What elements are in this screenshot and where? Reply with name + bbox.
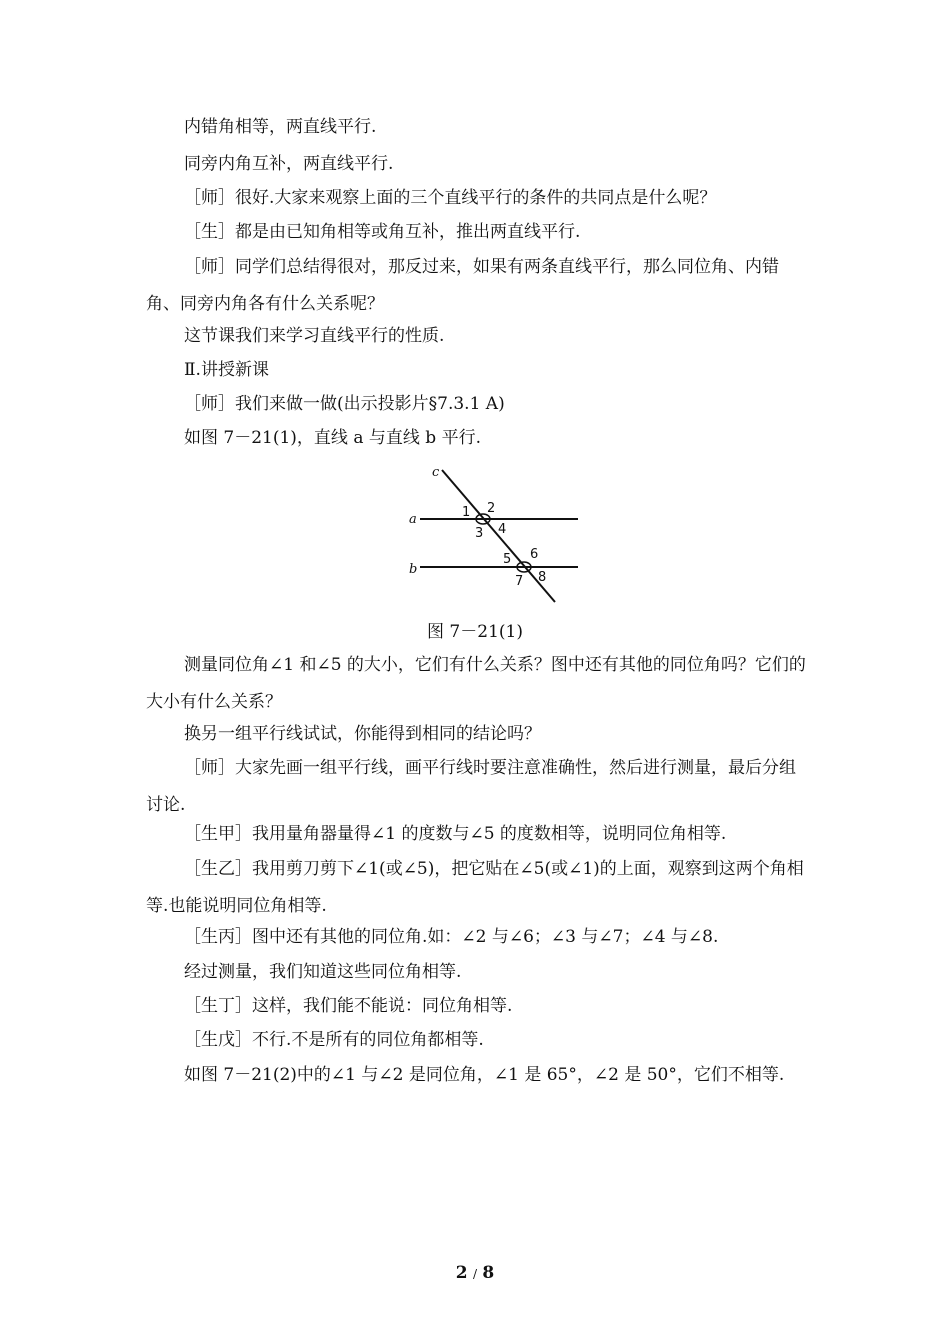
paragraph: 经过测量，我们知道这些同位角相等.	[184, 962, 462, 982]
paragraph: ［师］大家先画一组平行线，画平行线时要注意准确性，然后进行测量，最后分组讨论.	[146, 758, 796, 815]
angle-label-1: 1	[462, 505, 471, 520]
paragraph: 如图 7－21(2)中的∠1 与∠2 是同位角，∠1 是 65°，∠2 是 50°，它们不相等.	[184, 1065, 785, 1085]
current-page: 2	[455, 1263, 468, 1283]
paragraph: 测量同位角∠1 和∠5 的大小，它们有什么关系？图中还有其他的同位角吗？它们的大小有什么关系？	[146, 655, 806, 712]
figure-caption: 图 7－21(1)	[427, 622, 523, 642]
angle-label-6: 6	[530, 547, 539, 562]
angle-label-7: 7	[515, 574, 524, 589]
paragraph: ［师］同学们总结得很对，那反过来，如果有两条直线平行，那么同位角、内错角、同旁内角各有什么关系呢？	[146, 257, 779, 314]
angle-label-8: 8	[538, 570, 547, 585]
angle-label-2: 2	[487, 501, 496, 516]
angle-label-5: 5	[503, 552, 512, 567]
paragraph: ［生丙］图中还有其他的同位角.如：∠2 与∠6；∠3 与∠7；∠4 与∠8.	[184, 927, 719, 947]
parallel-lines-figure	[400, 460, 590, 610]
label-c: c	[432, 465, 440, 480]
label-b: b	[409, 562, 418, 577]
paragraph: 如图 7－21(1)，直线 a 与直线 b 平行.	[184, 428, 481, 448]
paragraph: 这节课我们来学习直线平行的性质.	[184, 326, 445, 346]
angle-label-4: 4	[498, 522, 507, 537]
page-number	[0, 1263, 950, 1283]
angle-label-3: 3	[475, 526, 484, 541]
paragraph: ［生丁］这样，我们能不能说：同位角相等.	[184, 996, 513, 1016]
paragraph: 同旁内角互补，两直线平行.	[184, 154, 394, 174]
paragraph: 换另一组平行线试试，你能得到相同的结论吗？	[184, 724, 541, 744]
paragraph: ［生甲］我用量角器量得∠1 的度数与∠5 的度数相等，说明同位角相等.	[184, 824, 727, 844]
paragraph: ［生］都是由已知角相等或角互补，推出两直线平行.	[184, 222, 581, 242]
paragraph: 内错角相等，两直线平行.	[184, 117, 377, 137]
paragraph: ［生戊］不行.不是所有的同位角都相等.	[184, 1030, 484, 1050]
page-separator: /	[472, 1267, 478, 1281]
label-a: a	[409, 512, 417, 527]
total-pages: 8	[482, 1263, 495, 1283]
paragraph: ［师］很好.大家来观察上面的三个直线平行的条件的共同点是什么呢？	[184, 188, 717, 208]
paragraph: ［师］我们来做一做(出示投影片§7.3.1 A)	[184, 394, 505, 414]
section-heading: Ⅱ.讲授新课	[184, 360, 269, 380]
paragraph: ［生乙］我用剪刀剪下∠1(或∠5)，把它贴在∠5(或∠1)的上面，观察到这两个角相等.也能说明同位角相等.	[146, 859, 804, 916]
